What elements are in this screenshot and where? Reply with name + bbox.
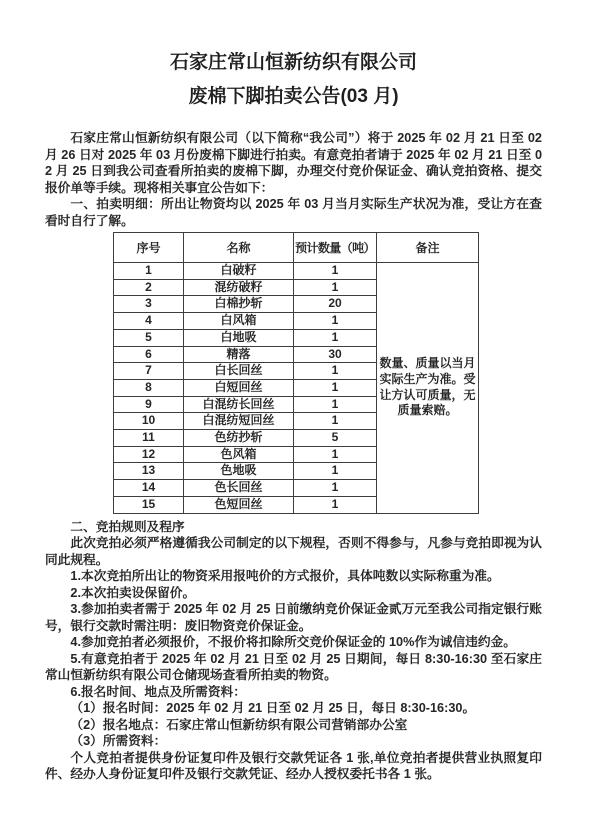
- header-no: 序号: [114, 233, 184, 263]
- cell-name: 色地吸: [184, 463, 294, 480]
- cell-qty: 1: [294, 363, 377, 380]
- cell-no: 15: [114, 496, 184, 513]
- cell-qty: 1: [294, 463, 377, 480]
- section1-heading: 一、拍卖明细：所出让物资均以 2025 年 03 月当月实际生产状况为准，受让方在查看时自行了解。: [45, 197, 542, 228]
- cell-name: 白地吸: [184, 329, 294, 346]
- cell-name: 白短回丝: [184, 379, 294, 396]
- cell-no: 9: [114, 396, 184, 413]
- cell-qty: 1: [294, 263, 377, 280]
- rule-item-3: 3.参加拍卖者需于 2025 年 02 月 25 日前缴纳竞价保证金贰万元至我公司指定银行账号，银行交款时需注明：废旧物资竞价保证金。: [45, 602, 542, 633]
- table-header-row: [114, 233, 479, 263]
- cell-no: 12: [114, 446, 184, 463]
- cell-qty: 1: [294, 279, 377, 296]
- cell-qty: 1: [294, 413, 377, 430]
- cell-qty: 1: [294, 313, 377, 330]
- cell-qty: 1: [294, 329, 377, 346]
- cell-name: 混纺破籽: [184, 279, 294, 296]
- doc-title: [45, 46, 542, 114]
- cell-name: 白棉抄斩: [184, 296, 294, 313]
- cell-no: 4: [114, 313, 184, 330]
- cell-name: 白混纺长回丝: [184, 396, 294, 413]
- section2-heading: 二、竞拍规则及程序: [70, 519, 185, 534]
- rule-item-4: 4.参加竞拍者必须报价，不报价将扣除所交竞价保证金的 10%作为诚信违约金。: [70, 635, 516, 650]
- cell-no: 8: [114, 379, 184, 396]
- rule-item-5: 5.有意竞拍者于 2025 年 02 月 21 日至 02 月 25 日期间，每日 8:30-16:30 至石家庄常山恒新纺织有限公司仓储现场查看所拍卖的物资。: [45, 651, 542, 683]
- signup-place: （2）报名地点：石家庄常山恒新纺织有限公司营销部办公室: [70, 717, 408, 732]
- rule-item-6: 6.报名时间、地点及所需资料：: [70, 684, 246, 699]
- cell-qty: 1: [294, 480, 377, 497]
- header-name: 名称: [184, 233, 294, 263]
- cell-no: 5: [114, 329, 184, 346]
- header-note: 备注: [377, 233, 479, 263]
- remark-cell: 数量、质量以当月实际生产为准。受让方认可质量，无质量索赔。: [377, 263, 479, 514]
- cell-qty: 1: [294, 396, 377, 413]
- auction-table: [113, 232, 479, 514]
- cell-no: 3: [114, 296, 184, 313]
- cell-qty: 1: [294, 496, 377, 513]
- cell-no: 14: [114, 480, 184, 497]
- cell-name: 色短回丝: [184, 496, 294, 513]
- signup-materials: （3）所需资料：: [70, 734, 167, 749]
- cell-name: 色纺抄斩: [184, 430, 294, 447]
- cell-name: 精落: [184, 346, 294, 363]
- rule-item-2: 2.本次拍卖设保留价。: [70, 585, 196, 600]
- cell-name: 白混纺短回丝: [184, 413, 294, 430]
- doc-title-line2: 废棉下脚拍卖公告(03 月): [188, 86, 399, 107]
- rule-item-1: 1.本次竞拍所出让的物资采用报吨价的方式报价，具体吨数以实际称重为准。: [70, 569, 500, 584]
- cell-name: 白破籽: [184, 263, 294, 280]
- section2-intro: 此次竞拍必须严格遵循我公司制定的以下规程，否则不得参与，凡参与竞拍即视为认同此规程。: [45, 536, 542, 567]
- doc-title-line1: 石家庄常山恒新纺织有限公司: [169, 52, 417, 73]
- cell-qty: 5: [294, 430, 377, 447]
- cell-no: 10: [114, 413, 184, 430]
- header-qty: 预计数量（吨）: [294, 233, 377, 263]
- cell-qty: 1: [294, 446, 377, 463]
- cell-no: 1: [114, 263, 184, 280]
- cell-no: 11: [114, 430, 184, 447]
- signup-time: （1）报名时间：2025 年 02 月 21 日至 02 月 25 日，每日 8:30-16:30。: [70, 701, 476, 716]
- cell-no: 7: [114, 363, 184, 380]
- cell-no: 2: [114, 279, 184, 296]
- cell-qty: 30: [294, 346, 377, 363]
- cell-name: 色长回丝: [184, 480, 294, 497]
- cell-name: 白风箱: [184, 313, 294, 330]
- cell-no: 6: [114, 346, 184, 363]
- materials-detail: 个人竞拍者提供身份证复印件及银行交款凭证各 1 张,单位竞拍者提供营业执照复印件、经办人身份证复印件及银行交款凭证、经办人授权委托书各 1 张。: [45, 750, 542, 782]
- cell-name: 色风箱: [184, 446, 294, 463]
- table-row: [114, 263, 479, 280]
- cell-name: 白长回丝: [184, 363, 294, 380]
- intro-paragraph: 石家庄常山恒新纺织有限公司（以下简称“我公司”）将于 2025 年 02 月 21 日至 02 月 26 日对 2025 年 03 月份废棉下脚进行拍卖。有意竞拍者请于 2025 年 02 月 21 日至 02 月 25 日到我公司查看所拍卖的废棉下脚，办理交付竞价保证金、确认竞拍资格、提交报价单等手续。现将相关事宜公告如下：: [45, 131, 542, 195]
- cell-qty: 20: [294, 296, 377, 313]
- cell-qty: 1: [294, 379, 377, 396]
- cell-no: 13: [114, 463, 184, 480]
